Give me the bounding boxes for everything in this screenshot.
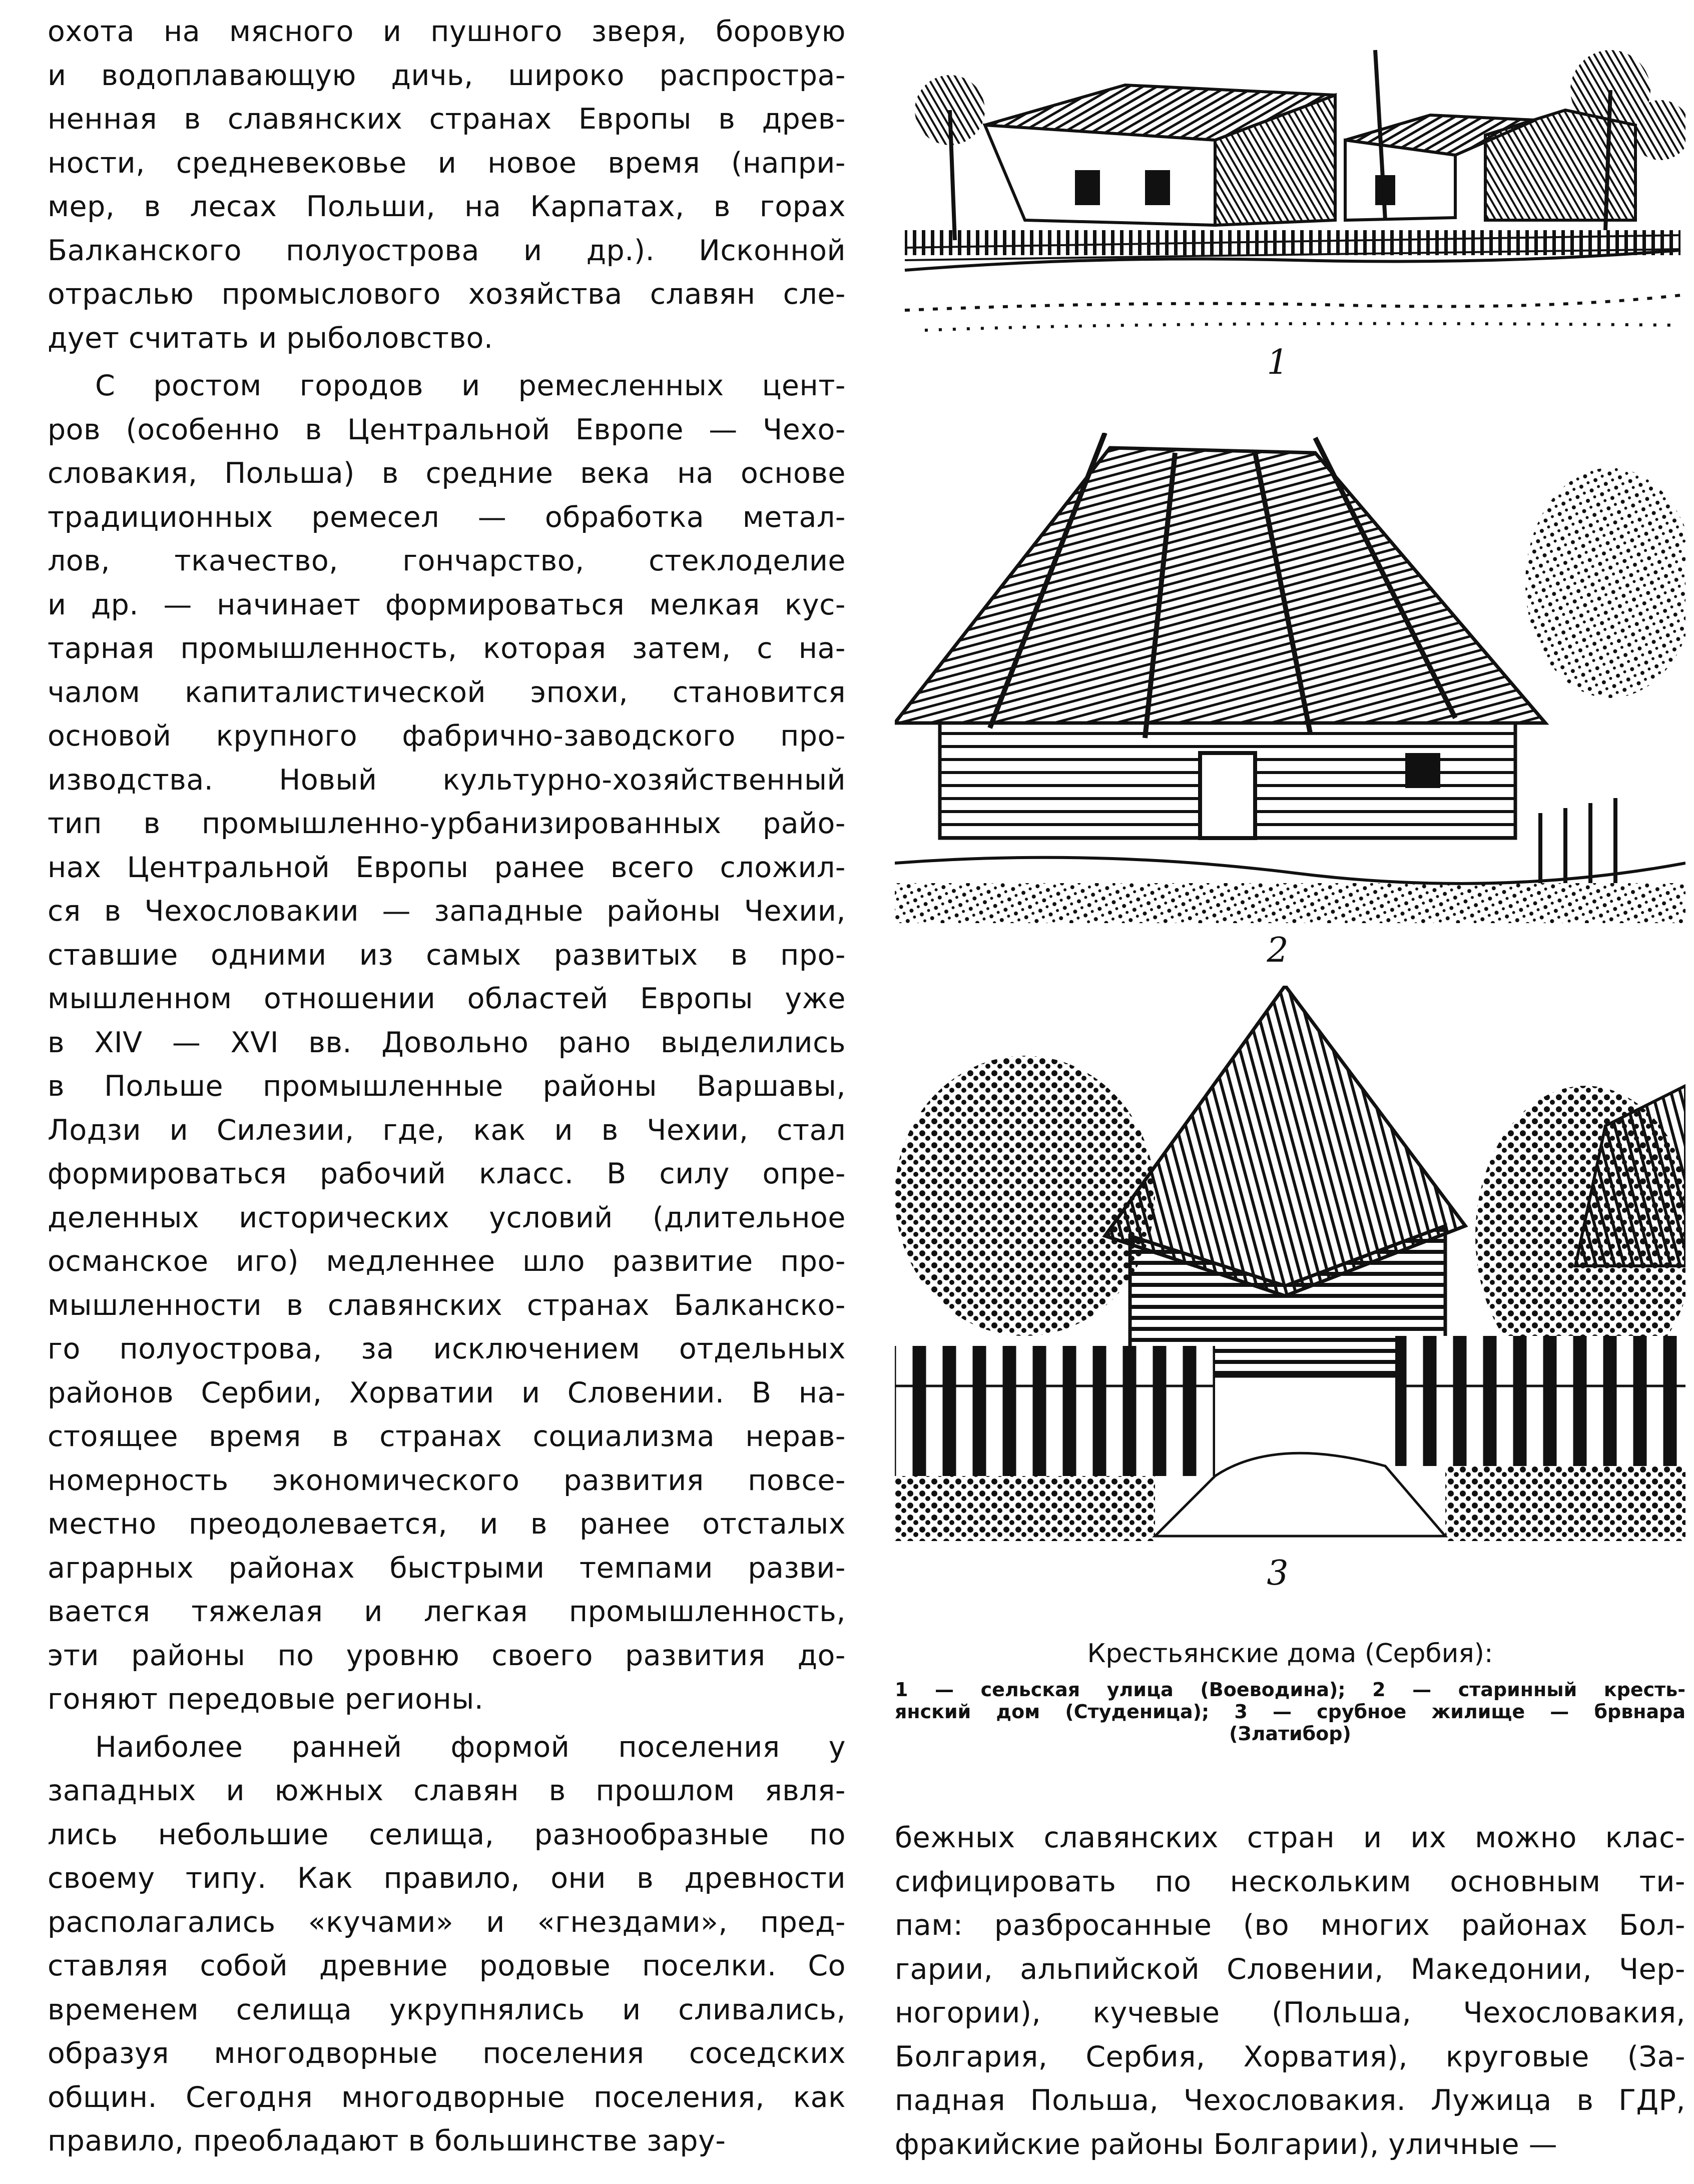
text-line: гоняют передовые регионы. — [48, 1683, 484, 1716]
left-column — [48, 10, 846, 2176]
text-line: формироваться рабочий класс. В силу опре- — [48, 1157, 846, 1190]
figure-log-dwelling — [895, 986, 1685, 1593]
text-line: нах Центральной Европы ранее всего сложил- — [48, 851, 846, 884]
text-line: тип в промышленно-урбанизированных райо- — [48, 807, 846, 840]
text-line: ся в Чехословакии — западные районы Чехии, — [48, 895, 846, 928]
figure-caption-body — [895, 1679, 1685, 1745]
text-line: основой крупного фабрично-заводского про- — [48, 719, 846, 753]
text-line: фракийские районы Болгарии), уличные — — [895, 2127, 1558, 2161]
text-line: отраслью промыслового хозяйства славян сле- — [48, 278, 846, 311]
figure-number-3: 3 — [1267, 1554, 1289, 1593]
village-street-illustration — [895, 10, 1685, 340]
text-line: гарии, альпийской Словении, Македонии, Чер- — [895, 1952, 1685, 1986]
text-line: и др. — начинает формироваться мелкая кус- — [48, 588, 846, 621]
text-line: западных и южных славян в прошлом явля- — [48, 1774, 846, 1807]
text-line: падная Польша, Чехословакия. Лужица в ГДР, — [895, 2084, 1685, 2117]
text-line: ности, средневековье и новое время (напри- — [48, 146, 846, 180]
text-line: местно преодолевается, и в ранее отсталых — [48, 1508, 846, 1541]
text-line: ненная в славянских странах Европы в древ- — [48, 103, 846, 136]
caption-line: 1 — сельская улица (Воеводина); 2 — старинный кресть- — [895, 1679, 1685, 1701]
text-line: деленных исторических условий (длительное — [48, 1201, 846, 1234]
text-line: районов Сербии, Хорватии и Словении. В на- — [48, 1376, 846, 1409]
text-line: номерность экономического развития повсе- — [48, 1464, 846, 1497]
text-line: изводства. Новый культурно-хозяйственный — [48, 763, 846, 797]
text-line: бежных славянских стран и их можно клас- — [895, 1821, 1685, 1854]
text-line: традиционных ремесел — обработка метал- — [48, 500, 846, 534]
text-line: аграрных районах быстрыми темпами разви- — [48, 1551, 846, 1585]
text-line: Лодзи и Силезии, где, как и в Чехии, стал — [48, 1113, 846, 1147]
figure-number-1: 1 — [1267, 343, 1289, 382]
text-line: сифицировать по нескольким основным ти- — [895, 1865, 1685, 1898]
text-line: пам: разбросанные (во многих районах Бол- — [895, 1909, 1685, 1942]
text-line: го полуострова, за исключением отдельных — [48, 1332, 846, 1365]
right-column — [895, 10, 1685, 2176]
figure-number-2: 2 — [1267, 931, 1289, 970]
old-house-illustration — [895, 433, 1685, 928]
text-line: С ростом городов и ремесленных цент- — [95, 369, 846, 402]
text-line: мышленности в славянских странах Балканско- — [48, 1288, 846, 1322]
text-line: Болгария, Сербия, Хорватия), круговые (За- — [895, 2040, 1685, 2073]
text-line: лов, ткачество, гончарство, стеклоделие — [48, 544, 846, 577]
caption-line: (Златибор) — [1229, 1723, 1351, 1745]
caption-line: янский дом (Студеница); 3 — срубное жилище — брвнара — [895, 1701, 1685, 1723]
text-line: ров (особенно в Центральной Европе — Чехо- — [48, 413, 846, 446]
figure-old-house — [895, 433, 1685, 970]
figure-caption-title: Крестьянские дома (Сербия): — [1087, 1639, 1493, 1669]
log-dwelling-illustration — [895, 986, 1685, 1546]
text-line: мышленном отношении областей Европы уже — [48, 982, 846, 1015]
text-line: в XIV — XVI вв. Довольно рано выделились — [48, 1026, 846, 1059]
text-line: Наиболее ранней формой поселения у — [95, 1730, 846, 1764]
paragraph-2 — [48, 364, 846, 1722]
text-line: ногории), кучевые (Польша, Чехословакия, — [895, 1996, 1685, 2029]
text-line: и водоплавающую дичь, широко распростра- — [48, 59, 846, 92]
text-line: временем селища укрупнялись и сливались, — [48, 1993, 846, 2026]
text-line: эти районы по уровню своего развития до- — [48, 1639, 846, 1672]
text-line: в Польше промышленные районы Варшавы, — [48, 1070, 846, 1103]
text-line: чалом капиталистической эпохи, становится — [48, 675, 846, 709]
text-line: вается тяжелая и легкая промышленность, — [48, 1595, 846, 1628]
text-line: стоящее время в странах социализма нерав- — [48, 1420, 846, 1453]
paragraph-1 — [48, 10, 846, 360]
figure-village-street — [895, 10, 1685, 382]
text-line: Балканского полуострова и др.). Исконной — [48, 234, 846, 267]
text-line: мер, в лесах Польши, на Карпатах, в горах — [48, 190, 846, 223]
text-line: располагались «кучами» и «гнездами», пред- — [48, 1905, 846, 1939]
text-line: правило, преобладают в большинстве зару- — [48, 2124, 726, 2157]
text-line: своему типу. Как правило, они в древности — [48, 1862, 846, 1895]
text-line: дует считать и рыболовство. — [48, 321, 493, 355]
text-line: османское иго) медленнее шло развитие про- — [48, 1245, 846, 1278]
paragraph-3 — [48, 1726, 846, 2163]
text-line: образуя многодворные поселения соседских — [48, 2037, 846, 2070]
text-line: лись небольшие селища, разнообразные по — [48, 1818, 846, 1851]
text-line: словакия, Польша) в средние века на основе — [48, 457, 846, 490]
text-line: тарная промышленность, которая затем, с на- — [48, 632, 846, 665]
right-column-text — [895, 1816, 1685, 2166]
text-line: ставшие одними из самых развитых в про- — [48, 938, 846, 972]
text-line: общин. Сегодня многодворные поселения, как — [48, 2080, 846, 2114]
text-line: охота на мясного и пушного зверя, боровую — [48, 15, 846, 48]
text-line: ставляя собой древние родовые поселки. Со — [48, 1949, 846, 1982]
